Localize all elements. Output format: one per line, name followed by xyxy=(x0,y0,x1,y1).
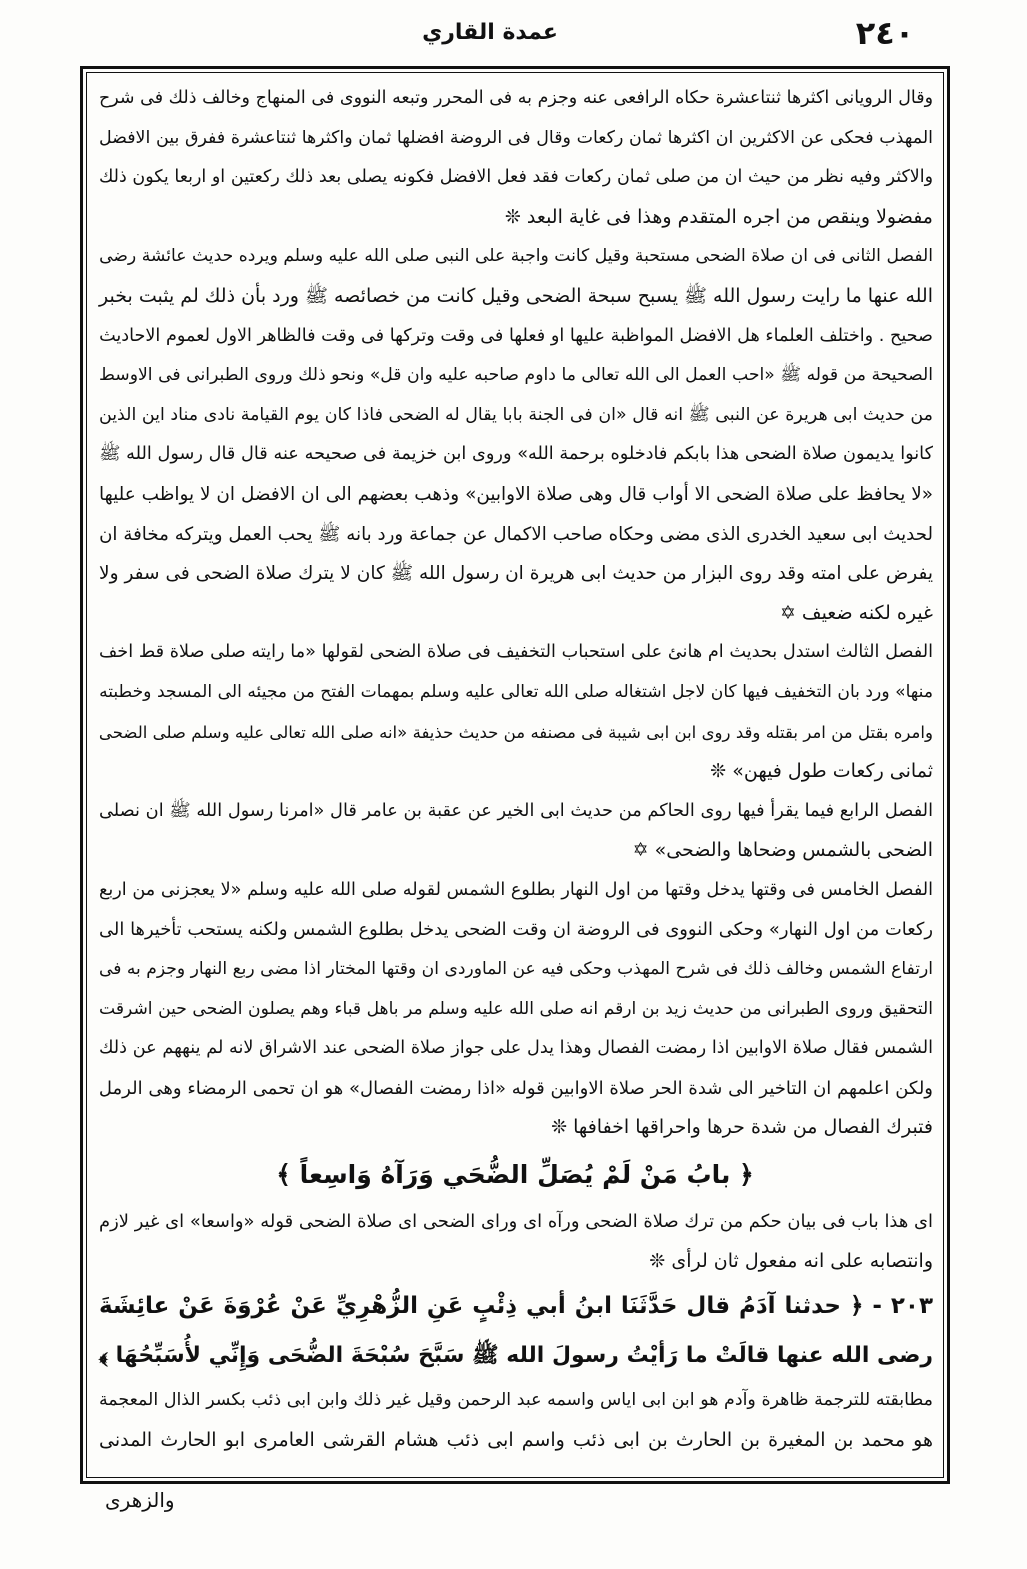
section-three-start: الفصل الثالث استدل بحديث ام هانئ على استحباب التخفيف فى صلاة الضحى لقولها «ما رايته صلى صلاة قط اخف xyxy=(99,642,933,663)
text-line: التحقيق وروى الطبرانى من حديث زيد بن ارقم انه صلى الله عليه وسلم مر باهل قباء وهم يصلون الضحى حين اشرقت xyxy=(99,998,933,1019)
paragraph-end-line: فتبرك الفصال من شدة حرها واحراقها اخفافها ❊ xyxy=(551,1116,933,1139)
section-two-start: الفصل الثانى فى ان صلاة الضحى مستحبة وقيل كانت واجبة على النبى صلى الله عليه وسلم ويرده حديث عائشة رضى xyxy=(99,246,933,267)
text-line: الله عنها ما رايت رسول الله ﷺ يسبح سبحة الضحى وقيل كانت من خصائصه ﷺ ورد بأن ذلك لم يثبت بخبر xyxy=(99,284,933,307)
text-line: كانوا يديمون صلاة الضحى هذا بابكم فادخلوه برحمة الله» وروى ابن خزيمة فى صحيحه عنه قال قال رسول الله ﷺ xyxy=(99,444,933,465)
paragraph-end-line: الضحى بالشمس وضحاها والضحى» ✡ xyxy=(632,839,933,862)
text-line: ارتفاع الشمس وخالف ذلك فى شرح المهذب وحكى فيه عن الماوردى ان وقتها المختار اذا مضى ربع النهار وجزم به فى xyxy=(98,959,933,980)
hadith-text-line: رضى الله عنها قالَتْ ما رَأيْتُ رسولَ الله ﷺ سَبَّحَ سُبْحَةَ الضُّحَى وَإِنِّي لأُسَبِّحُهَا ﴾ xyxy=(98,1343,933,1369)
text-line: والاكثر وفيه نظر من حيث ان من صلى ثمان ركعات فقد فعل الافضل فكونه يصلى بعد ذلك ركعتين او اربعا يكون ذلك xyxy=(98,167,933,188)
text-line: «لا يحافظ على صلاة الضحى الا أواب قال وهى صلاة الاوابين» وذهب بعضهم الى ان الافضل ان لا يواظب عليها xyxy=(98,483,933,505)
text-line: وامره بقتل من امر بقتله وقد روى ابن ابى شيبة فى مصنفه من حديث حذيفة «انه صلى الله تعالى عليه وسلم صلى الضحى xyxy=(98,722,933,742)
text-line: من حديث ابى هريرة عن النبى ﷺ انه قال «ان فى الجنة بابا يقال له الضحى فاذا كان يوم القيامة نادى مناد اين الذين xyxy=(98,404,933,425)
page-number: ٢٤٠ xyxy=(855,14,915,52)
text-line: منها» ورد بان التخفيف فيها كان لاجل اشتغاله صلى الله تعالى عليه وسلم بمهمات الفتح من مجيئه الى المسجد وخطبته xyxy=(99,681,933,702)
paragraph-end-line: ثمانى ركعات طول فيهن» ❊ xyxy=(710,760,933,783)
paragraph-end-line: مفضولا وينقص من اجره المتقدم وهذا فى غاية البعد ❊ xyxy=(504,205,933,228)
section-five-start: الفصل الخامس فى وقتها يدخل وقتها من اول النهار بطلوع الشمس لقوله صلى الله عليه وسلم «لا يعجزنى من اربع xyxy=(98,879,933,900)
text-line: وقال الرويانى اكثرها ثنتاعشرة حكاه الرافعى عنه وجزم به فى المحرر وتبعه النووى فى المنهاج وخالف ذلك فى شرح xyxy=(99,88,933,108)
text-frame xyxy=(80,66,950,1484)
text-line: الصحيحة من قوله ﷺ «احب العمل الى الله تعالى ما داوم صاحبه عليه وان قل» ونحو ذلك وروى الطبرانى فى الاوسط xyxy=(98,365,933,386)
commentary-line: هو محمد بن المغيرة بن الحارث بن ابى ذئب واسم ابى ذئب هشام القرشى العامرى ابو الحارث المدنى xyxy=(99,1428,933,1451)
text-line: يفرض على امته وقد روى البزار من حديث ابى هريرة ان رسول الله ﷺ كان لا يترك صلاة الضحى فى سفر ولا xyxy=(99,563,933,585)
text-line: ركعات من اول النهار» وحكى النووى فى الروضة ان وقت الضحى يدخل بطلوع الشمس ولكنه يستحب تأخيرها الى xyxy=(99,919,933,941)
section-four-start: الفصل الرابع فيما يقرأ فيها روى الحاكم من حديث ابى الخير عن عقبة بن عامر قال «امرنا رسول الله ﷺ ان نصلى xyxy=(99,800,933,821)
hadith-text-line: ٢٠٣ - ﴿ حدثنا آدَمُ قال حَدَّثَنَا ابنُ أبي ذِئْبٍ عَنِ الزُّهْرِيِّ عَنْ عُرْوَةَ عَنْ عائِشَةَ xyxy=(98,1293,933,1320)
chapter-explanation-line: اى هذا باب فى بيان حكم من ترك صلاة الضحى ورآه اى وراى الضحى اى صلاة الضحى قوله «واسعا» اى غير لازم xyxy=(99,1211,933,1233)
text-line: الشمس فقال صلاة الاوابين اذا رمضت الفصال وهذا يدل على جواز صلاة الضحى عند الاشراق لانه لم ينههم عن ذلك xyxy=(98,1038,933,1059)
text-line: صحيح . واختلف العلماء هل الافضل المواظبة عليها او فعلها فى وقت وتركها فى وقت فالظاهر الاول لعموم الاحاديث xyxy=(99,325,933,346)
text-line: المهذب فحكى عن الاكثرين ان اكثرها ثمان ركعات وقال فى الروضة افضلها ثمان واكثرها ثنتاعشرة ففرق بين الافضل xyxy=(98,127,933,148)
text-line: لحديث ابى سعيد الخدرى الذى مضى وحكاه صاحب الاكمال عن جماعة ورد بانه ﷺ يحب العمل ويتركه مخافة ان xyxy=(99,523,933,545)
chapter-heading: ﴿ بابُ مَنْ لَمْ يُصَلِّ الضُّحَي وَرَآهُ وَاسِعاً ﴾ xyxy=(276,1160,754,1190)
chapter-explanation-line: وانتصابه على انه مفعول ثان لرأى ❊ xyxy=(649,1249,933,1272)
catchword: والزهرى xyxy=(105,1488,175,1512)
commentary-line: مطابقته للترجمة ظاهرة وآدم هو ابن ابى اياس واسمه عبد الرحمن وقيل غير ذلك وابن ابى ذئب بكسر الذال المعجمة xyxy=(98,1390,933,1411)
page-text xyxy=(97,79,933,1460)
paragraph-end-line: غيره لكنه ضعيف ✡ xyxy=(779,601,933,624)
text-line: ولكن اعلمهم ان التاخير الى شدة الحر صلاة الاوابين قوله «اذا رمضت الفصال» هو ان تحمى الرمضاء وهى الرمل xyxy=(98,1077,933,1099)
running-title: عمدة القاري xyxy=(422,20,558,45)
